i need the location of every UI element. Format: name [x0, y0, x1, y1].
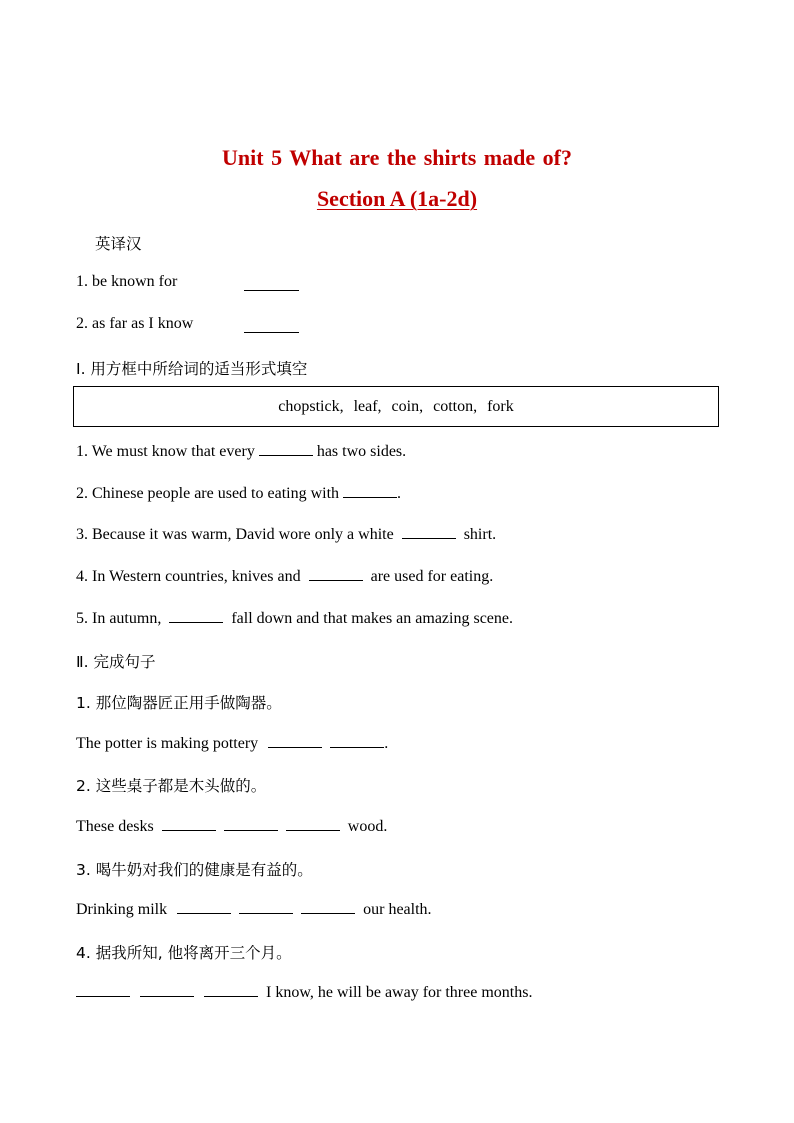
chinese-prompt: 4. 据我所知, 他将离开三个月。 — [76, 944, 292, 962]
question-line: 3. Because it was warm, David wore only a white shirt. — [76, 526, 497, 543]
unit-title: Unit 5 What are the shirts made of? — [222, 145, 572, 170]
answer-blank[interactable] — [301, 899, 355, 914]
answer-blank[interactable] — [76, 982, 130, 997]
answer-line: I know, he will be away for three months. — [76, 982, 532, 1002]
answer-blank[interactable] — [177, 899, 231, 914]
answer-blank[interactable] — [204, 982, 258, 997]
answer-blank[interactable] — [309, 566, 363, 581]
word-box — [73, 386, 719, 427]
question-line: 1. We must know that every has two sides. — [76, 443, 407, 460]
answer-blank[interactable] — [244, 318, 299, 333]
answer-blank[interactable] — [343, 483, 397, 498]
answer-line: The potter is making pottery . — [76, 735, 389, 752]
answer-blank[interactable] — [330, 733, 384, 748]
answer-line: These desks wood. — [76, 818, 388, 835]
vocab-heading: 英译汉 — [95, 235, 142, 253]
answer-blank[interactable] — [402, 524, 456, 539]
vocab-item: 1. be known for — [76, 273, 178, 290]
section-title: Section A (1a-2d) — [316, 186, 478, 211]
question-line: 5. In autumn, fall down and that makes an amazing scene. — [76, 610, 513, 627]
answer-blank[interactable] — [268, 733, 322, 748]
question-line: 2. Chinese people are used to eating with . — [76, 485, 402, 502]
answer-blank[interactable] — [169, 608, 223, 623]
answer-blank[interactable] — [244, 276, 299, 291]
answer-blank[interactable] — [286, 816, 340, 831]
answer-blank[interactable] — [259, 441, 313, 456]
chinese-prompt: 2. 这些桌子都是木头做的。 — [76, 777, 267, 795]
answer-blank[interactable] — [140, 982, 194, 997]
word-box-words: chopstick, leaf, coin, cotton, fork — [278, 397, 514, 415]
part2-heading: Ⅱ. 完成句子 — [76, 653, 156, 671]
chinese-prompt: 3. 喝牛奶对我们的健康是有益的。 — [76, 861, 313, 879]
answer-line: Drinking milk our health. — [76, 901, 432, 918]
answer-blank[interactable] — [239, 899, 293, 914]
part1-heading: Ⅰ. 用方框中所给词的适当形式填空 — [76, 360, 308, 378]
answer-blank[interactable] — [162, 816, 216, 831]
question-line: 4. In Western countries, knives and are used for eating. — [76, 568, 494, 585]
vocab-item: 2. as far as I know — [76, 315, 194, 332]
chinese-prompt: 1. 那位陶器匠正用手做陶器。 — [76, 694, 282, 712]
answer-blank[interactable] — [224, 816, 278, 831]
